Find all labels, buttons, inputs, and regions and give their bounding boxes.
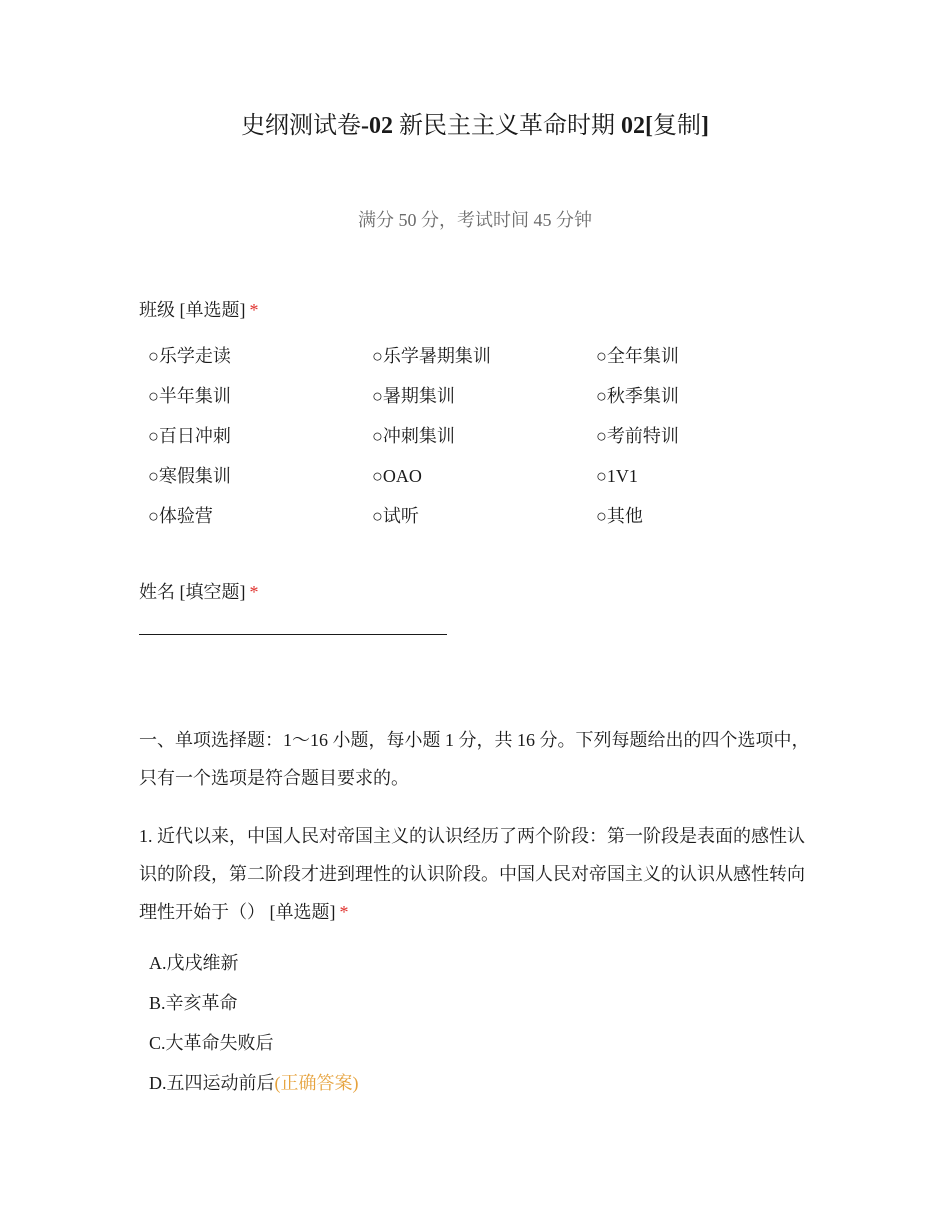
document-title	[0, 108, 950, 144]
title-part: 史纲测试卷	[241, 113, 361, 139]
class-options	[148, 341, 828, 541]
name-input-line[interactable]	[139, 634, 447, 635]
question-1-option[interactable]	[149, 1023, 359, 1063]
option-text: A.戊戌维新	[149, 953, 239, 973]
class-option-radio[interactable]: ○秋季集训	[596, 386, 679, 406]
class-option-radio[interactable]: ○试听	[372, 506, 419, 526]
class-option-radio[interactable]: ○体验营	[148, 506, 213, 526]
class-option-radio[interactable]: ○1V1	[596, 466, 638, 486]
required-mark: *	[339, 902, 349, 922]
question-1-text: 1. 近代以来，中国人民对帝国主义的认识经历了两个阶段：第一阶段是表面的感性认识的阶段，第二阶段才进到理性的认识阶段。中国人民对帝国主义的认识从感性转向理性开始于（）	[139, 826, 805, 922]
class-option-radio[interactable]: ○考前特训	[596, 426, 679, 446]
question-1-stem	[139, 817, 819, 931]
required-mark: *	[249, 300, 259, 320]
question-1-option[interactable]	[149, 983, 359, 1023]
title-part: ]	[701, 113, 709, 139]
question-1-option[interactable]	[149, 943, 359, 983]
class-option-radio[interactable]: ○乐学暑期集训	[372, 346, 491, 366]
class-option-radio[interactable]: ○冲刺集训	[372, 426, 455, 446]
question-1-options	[149, 943, 359, 1103]
name-question-text: 姓名 [填空题]	[139, 582, 246, 602]
score-time-subtitle: 满分 50 分，考试时间 45 分钟	[358, 210, 592, 230]
class-option-radio[interactable]: ○全年集训	[596, 346, 679, 366]
option-text: B.辛亥革命	[149, 993, 238, 1013]
required-mark: *	[249, 582, 259, 602]
option-text: D.五四运动前后	[149, 1073, 275, 1093]
title-part: 02[	[621, 113, 653, 139]
section-intro: 一、单项选择题：1～16 小题，每小题 1 分，共 16 分。下列每题给出的四个选项中，只有一个选项是符合题目要求的。	[139, 730, 810, 788]
correct-answer-note: (正确答案)	[274, 1073, 359, 1093]
title-part: 复制	[653, 113, 701, 139]
class-question-label	[139, 296, 259, 324]
class-option-radio[interactable]: ○OAO	[372, 466, 422, 486]
class-option-radio[interactable]: ○暑期集训	[372, 386, 455, 406]
class-option-radio[interactable]: ○其他	[596, 506, 643, 526]
class-option-radio[interactable]: ○半年集训	[148, 386, 231, 406]
title-part: -02	[361, 113, 393, 139]
option-text: C.大革命失败后	[149, 1033, 274, 1053]
class-question-text: 班级 [单选题]	[139, 300, 246, 320]
class-option-radio[interactable]: ○百日冲刺	[148, 426, 231, 446]
title-part: 新民主主义革命时期	[393, 113, 621, 139]
question-1-type: [单选题]	[269, 902, 336, 922]
name-question-label	[139, 578, 259, 606]
class-option-radio[interactable]: ○寒假集训	[148, 466, 231, 486]
question-1-option[interactable]	[149, 1063, 359, 1103]
class-option-radio[interactable]: ○乐学走读	[148, 346, 231, 366]
